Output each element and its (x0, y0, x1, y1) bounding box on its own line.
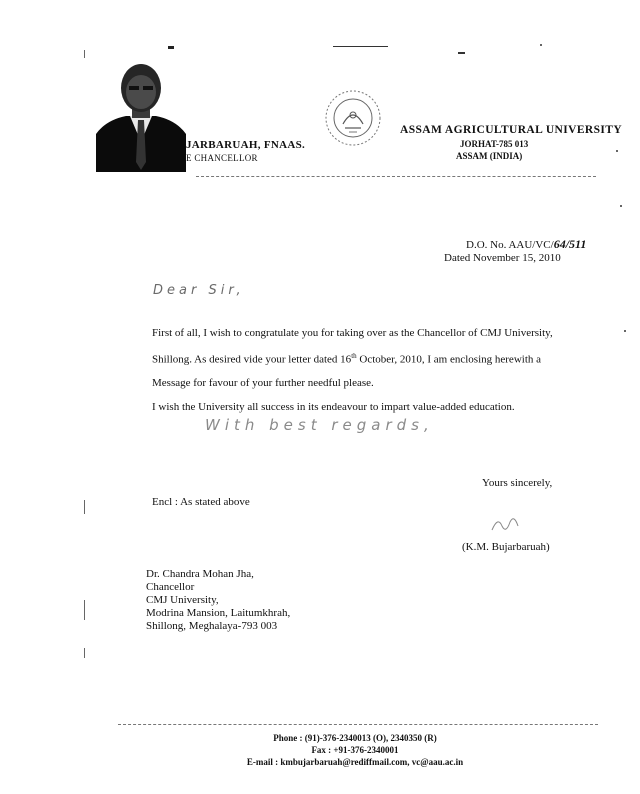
recipient-title: Chancellor (146, 581, 195, 593)
body-paragraph-2: I wish the University all success in its endeavour to impart value-added education. (152, 401, 515, 413)
letterhead-name: JARBARUAH, FNAAS. (186, 139, 306, 151)
signatory-name: (K.M. Bujarbaruah) (462, 541, 550, 553)
scan-mark-top-2 (458, 52, 465, 54)
body-paragraph-1-end: October, 2010, I am enclosing herewith a Message for favour of your further needful please. (152, 353, 542, 389)
enclosure-note: Encl : As stated above (152, 496, 250, 508)
recipient-city-line: Shillong, Meghalaya-793 003 (146, 620, 278, 632)
reference-number-prefix: D.O. No. AAU/VC/ (466, 239, 554, 251)
recipient-address-line: Modrina Mansion, Laitumkhrah, (146, 607, 291, 619)
footer-phone: Phone : (91)-376-2340013 (O), 2340350 (R) (273, 733, 437, 743)
scan-speck (84, 600, 85, 620)
sign-off: Yours sincerely, (482, 477, 553, 489)
letterhead-rule (196, 176, 596, 177)
date-ordinal: th (351, 352, 357, 360)
scan-speck (84, 500, 85, 514)
scan-speck (624, 330, 626, 332)
university-city: JORHAT-785 013 (460, 139, 529, 149)
body-paragraph-1 (152, 322, 572, 395)
footer-email: E-mail : kmbujarbaruah@rediffmail.com, vc@aau.ac.in (246, 757, 464, 767)
salutation: Dear Sir, (153, 283, 245, 298)
scan-speck (84, 648, 85, 658)
university-name: ASSAM AGRICULTURAL UNIVERSITY (400, 124, 623, 136)
reference-number (466, 237, 586, 252)
recipient-organization: CMJ University, (146, 594, 219, 606)
letterhead-role: E CHANCELLOR (186, 153, 258, 163)
footer-fax: Fax : +91-376-2340001 (311, 745, 399, 755)
scan-line-top (333, 46, 388, 47)
scan-speck (84, 50, 85, 58)
body-paragraph-1-start: First of all, I wish to congratulate you for taking over as the Chancellor of CMJ University, Shillong. As desired vide your letter dated 16 (152, 327, 553, 366)
scan-mark-top (168, 46, 174, 49)
letter-date: Dated November 15, 2010 (444, 252, 561, 264)
footer-rule (118, 724, 598, 725)
portrait-photo (96, 62, 186, 172)
university-state: ASSAM (INDIA) (456, 151, 523, 161)
handwritten-regards: With best regards, (205, 416, 434, 434)
reference-number-handwritten: 64/511 (553, 237, 587, 251)
scan-speck (616, 150, 618, 152)
scan-speck (620, 205, 622, 207)
university-seal-icon (323, 88, 383, 148)
signature-icon (488, 512, 528, 541)
scan-speck (540, 44, 542, 46)
recipient-name: Dr. Chandra Mohan Jha, (146, 568, 254, 580)
